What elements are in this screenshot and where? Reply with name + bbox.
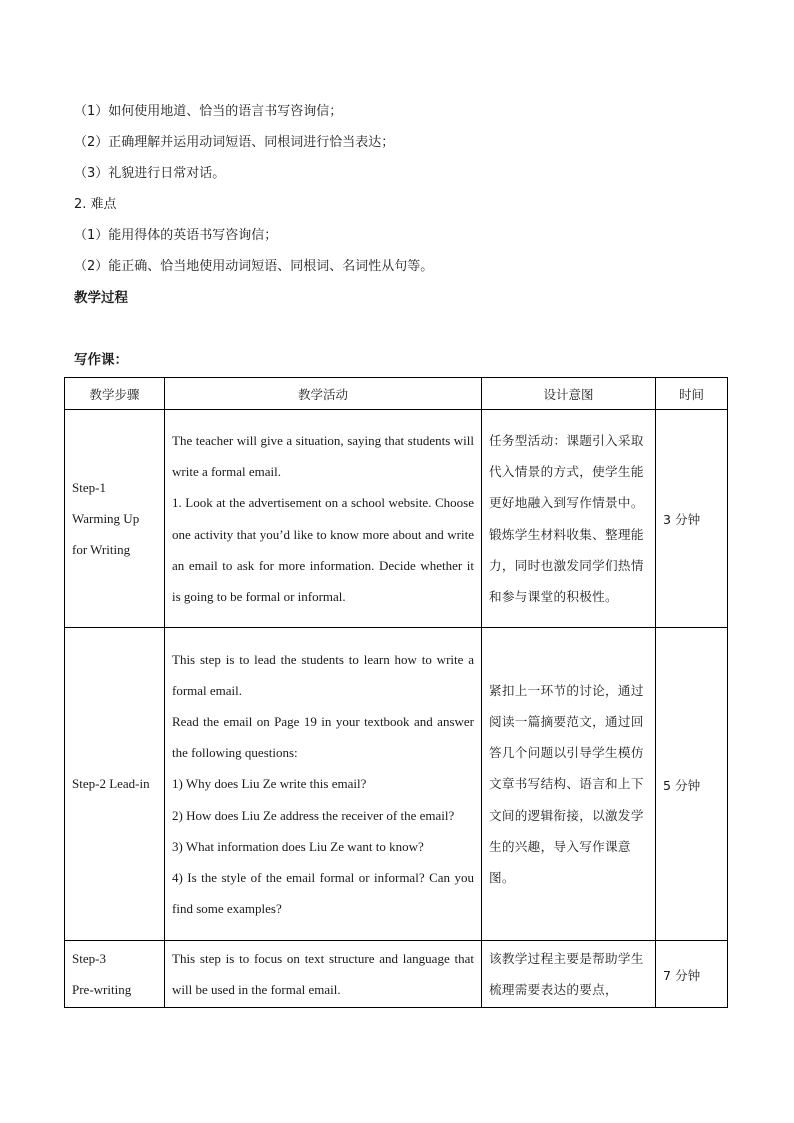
activity-cell: [165, 628, 482, 941]
activity-text: This step is to lead the students to learn how to write a formal email. Read the email on Page 19 in your textbook and answer the following questions: 1) Why does Liu Ze write this email? 2) How does Liu Ze address the receiver of the email? 3) What information does Liu Ze want to know? 4) Is the style of the email formal or informal? Can you find some examples?: [172, 651, 474, 917]
header-purpose: 设计意图: [482, 378, 656, 410]
purpose-cell: [482, 628, 656, 941]
difficulty-2: （2）能正确、恰当地使用动词短语、同根词、名词性从句等。: [74, 259, 434, 274]
time-text: 3 分钟: [663, 512, 701, 527]
activity-text: This step is to focus on text structure and language that will be used in the formal email.: [172, 951, 474, 998]
difficulty-heading: 2. 难点: [74, 197, 117, 212]
table-row: [65, 628, 728, 941]
activity-cell: [165, 941, 482, 1008]
table-header-row: [65, 378, 728, 410]
key-point-3: （3）礼貌进行日常对话。: [74, 166, 226, 181]
difficulty-1: （1）能用得体的英语书写咨询信；: [74, 228, 278, 243]
purpose-cell: [482, 941, 656, 1008]
time-text: 7 分钟: [663, 967, 701, 983]
time-cell: [656, 410, 728, 628]
teaching-plan-table: [64, 377, 728, 1008]
purpose-cell: [482, 410, 656, 628]
time-cell: [656, 628, 728, 941]
purpose-text: 该教学过程主要是帮助学生梳理需要表达的要点，: [489, 951, 644, 998]
key-point-2: （2）正确理解并运用动词短语、同根词进行恰当表达；: [74, 135, 395, 150]
step-label: Step-3 Pre-writing: [72, 951, 132, 998]
activity-text: The teacher will give a situation, saying that students will write a formal email. 1. Look at the advertisement on a school website. Choose one activity that you’d like to know more about and write an email to ask for more information. Decide whether it is going to be formal or informal.: [172, 432, 474, 604]
header-step: 教学步骤: [65, 378, 165, 410]
lesson-heading: 写作课：: [74, 352, 128, 368]
step-label: Step-1 Warming Up for Writing: [72, 479, 140, 558]
process-heading: 教学过程: [74, 290, 128, 306]
header-time: 时间: [656, 378, 728, 410]
step-cell: [65, 410, 165, 628]
purpose-text: 紧扣上一环节的讨论，通过阅读一篇摘要范文，通过回答几个问题以引导学生模仿文章书写结构、语言和上下文间的逻辑衔接，以激发学生的兴趣，导入写作课意图。: [489, 682, 644, 885]
key-point-1: （1）如何使用地道、恰当的语言书写咨询信；: [74, 104, 343, 119]
header-activity: 教学活动: [165, 378, 482, 410]
purpose-text: 任务型活动：课题引入采取代入情景的方式，使学生能更好地融入到写作情景中。锻炼学生材料收集、整理能力，同时也激发同学们热情和参与课堂的积极性。: [489, 432, 644, 604]
table-row: [65, 410, 728, 628]
step-label: Step-2 Lead-in: [72, 776, 150, 792]
step-cell: [65, 941, 165, 1008]
table-row: [65, 941, 728, 1008]
step-cell: [65, 628, 165, 941]
time-text: 5 分钟: [663, 777, 701, 793]
time-cell: [656, 941, 728, 1008]
activity-cell: [165, 410, 482, 628]
